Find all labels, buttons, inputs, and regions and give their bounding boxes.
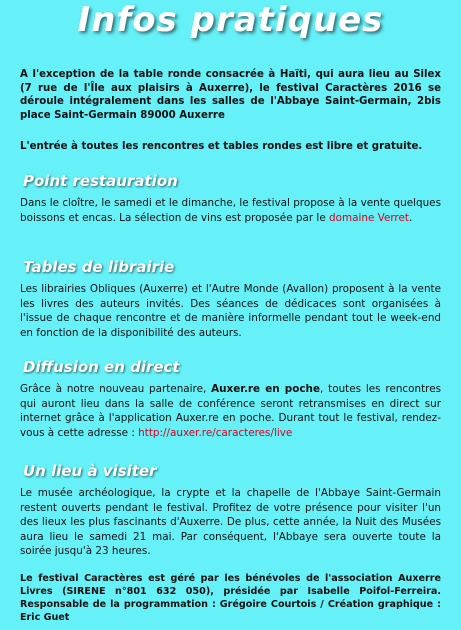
page-title: Infos pratiques: [77, 0, 384, 40]
paragraph-librairie: Les librairies Obliques (Auxerre) et l'Autre Monde (Avallon) proposent à la vente les livres des auteurs invités. Des séances de dédicaces sont organisées à l'issue de chaque rencontre et de manière informelle pendant tout le week-end en fonction de la disponibilité des auteurs.: [20, 283, 441, 339]
heading-tables-de-librairie: Tables de librairie: [23, 258, 175, 276]
paragraph-diffusion: [20, 382, 441, 440]
restauration-text: Dans le cloître, le samedi et le dimanche, le festival propose à la vente quelques boissons et encas. La sélection de vins est proposée par le: [20, 197, 441, 224]
diffusion-text-mid: , toutes les rencontres qui auront lieu dans la salle de conférence seront retransmises en direct sur internet grâce à l'application Auxer.re en poche. Durant tout le festival, rendez-vous à cette adresse :: [20, 383, 442, 439]
auxerre-en-poche-name: Auxer.re en poche: [211, 383, 320, 395]
heading-diffusion-en-direct: Diffusion en direct: [23, 358, 180, 376]
heading-point-restauration: Point restauration: [23, 172, 178, 190]
credits-footer: Le festival Caractères est géré par les bénévoles de l'association Auxerre Livres (SIRENE n°801 632 050), présidée par Isabelle Poifol-Ferreira. Responsable de la programmation : Grégoire Courtois / Création graphique : Eric Guet: [20, 573, 441, 623]
domaine-verret-link[interactable]: domaine Verret: [329, 211, 409, 224]
free-entry-paragraph: L'entrée à toutes les rencontres et tables rondes est libre et gratuite.: [20, 141, 423, 152]
paragraph-lieu-a-visiter: Le musée archéologique, la crypte et la chapelle de l'Abbaye Saint-Germain restent ouverts pendant le festival. Profitez de votre présence pour visiter l'un des lieux les plus fascinants d'Auxerre. De plus, cette année, la Nuit des Musées aura lieu le samedi 21 mai. Par conséquent, l'Abbaye sera ouverte toute la soirée jusqu'à 23 heures.: [20, 487, 441, 558]
restauration-text-end: .: [408, 211, 413, 224]
heading-un-lieu-a-visiter: Un lieu à visiter: [23, 462, 157, 480]
diffusion-text-start: Grâce à notre nouveau partenaire,: [20, 383, 212, 395]
live-url-link[interactable]: http://auxer.re/caracteres/live: [138, 426, 293, 439]
intro-paragraph: A l'exception de la table ronde consacrée à Haïti, qui aura lieu au Silex (7 rue de l'Île aux plaisirs à Auxerre), le festival Caractères 2016 se déroule intégralement dans les salles de l'Abbaye Saint-Germain, 2bis place Saint-Germain 89000 Auxerre: [20, 69, 441, 121]
paragraph-restauration: [20, 196, 441, 225]
